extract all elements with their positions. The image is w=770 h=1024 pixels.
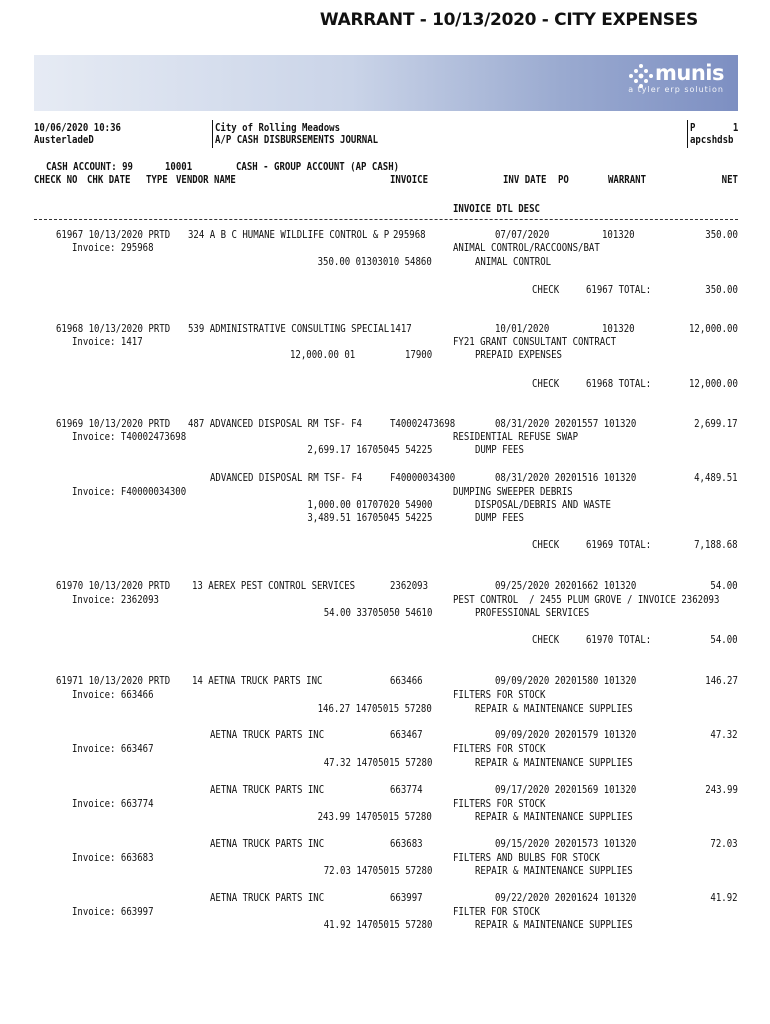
invoice-desc: DUMPING SWEEPER DEBRIS: [453, 486, 573, 498]
net-amount: 243.99: [705, 784, 738, 796]
invoice-label: Invoice: 295968: [72, 242, 154, 254]
distribution: 3,489.51 16705045 54225: [306, 512, 432, 524]
net-amount: 12,000.00: [689, 323, 738, 335]
invoice-desc: FILTERS FOR STOCK: [453, 689, 546, 701]
check-line: 61970 10/13/2020 PRTD: [56, 580, 171, 592]
invoice-desc: RESIDENTIAL REFUSE SWAP: [453, 431, 579, 443]
check-line: 61968 10/13/2020 PRTD: [56, 323, 171, 335]
col-po: PO: [558, 174, 569, 186]
distribution-desc: DUMP FEES: [475, 512, 524, 524]
logo-tagline: a tyler erp solution: [628, 85, 724, 94]
invoice-no: 1417: [390, 323, 412, 335]
invoice-desc: FILTER FOR STOCK: [453, 906, 540, 918]
check-label: CHECK: [532, 378, 560, 390]
invoice-label: Invoice: 663774: [72, 798, 154, 810]
vendor-name: 539 ADMINISTRATIVE CONSULTING SPECIAL: [188, 323, 390, 335]
invoice-no: 663997: [390, 892, 423, 904]
check-total-label: 61968 TOTAL:: [586, 378, 652, 390]
distribution-desc: REPAIR & MAINTENANCE SUPPLIES: [475, 865, 633, 877]
report-user: AusterladeD: [34, 134, 94, 146]
header-banner: [34, 55, 738, 111]
distribution: 47.32 14705015 57280: [323, 757, 432, 769]
invoice-desc: PEST CONTROL / 2455 PLUM GROVE / INVOICE 2362093: [453, 594, 720, 606]
cash-account-label: CASH ACCOUNT: 99: [46, 161, 133, 173]
report-datetime: 10/06/2020 10:36: [34, 122, 121, 134]
distribution: 72.03 14705015 57280: [323, 865, 432, 877]
page-label: P: [690, 122, 696, 134]
vendor-name: 13 AEREX PEST CONTROL SERVICES: [192, 580, 356, 592]
invoice-no: 663467: [390, 729, 423, 741]
header-rule: [34, 219, 738, 220]
vendor-name: ADVANCED DISPOSAL RM TSF- F4: [210, 472, 363, 484]
program-name: apcshdsb: [690, 134, 734, 146]
invoice-label: Invoice: 1417: [72, 336, 143, 348]
inv-date: 09/09/2020 20201580 101320: [495, 675, 637, 687]
cash-account-desc: CASH - GROUP ACCOUNT (AP CASH): [236, 161, 400, 173]
net-amount: 146.27: [705, 675, 738, 687]
distribution: 2,699.17 16705045 54225: [306, 444, 432, 456]
check-total-label: 61967 TOTAL:: [586, 284, 652, 296]
distribution-desc: PREPAID EXPENSES: [475, 349, 562, 361]
page-title: WARRANT - 10/13/2020 - CITY EXPENSES: [319, 10, 698, 30]
distribution-desc: REPAIR & MAINTENANCE SUPPLIES: [475, 703, 633, 715]
invoice-no: T40002473698: [390, 418, 456, 430]
invoice-label: Invoice: 663997: [72, 906, 154, 918]
col-check-no: CHECK NO: [34, 174, 78, 186]
check-line: 61971 10/13/2020 PRTD: [56, 675, 171, 687]
cash-account-fund: 10001: [165, 161, 193, 173]
distribution: 1,000.00 01707020 54900: [306, 499, 432, 511]
distribution-desc: ANIMAL CONTROL: [475, 256, 552, 268]
col-invoice: INVOICE: [390, 174, 429, 186]
check-line: 61967 10/13/2020 PRTD: [56, 229, 171, 241]
net-amount: 4,489.51: [694, 472, 738, 484]
distribution: 350.00 01303010 54860: [317, 256, 432, 268]
check-total: 54.00: [710, 634, 738, 646]
vendor-name: 324 A B C HUMANE WILDLIFE CONTROL & P: [188, 229, 390, 241]
col-chk-date: CHK DATE: [87, 174, 131, 186]
inv-date: 08/31/2020 20201557 101320: [495, 418, 637, 430]
col-warrant: WARRANT: [608, 174, 647, 186]
distribution: 243.99 14705015 57280: [317, 811, 432, 823]
vendor-name: AETNA TRUCK PARTS INC: [210, 838, 325, 850]
check-total: 350.00: [705, 284, 738, 296]
check-label: CHECK: [532, 284, 560, 296]
distribution-desc: REPAIR & MAINTENANCE SUPPLIES: [475, 757, 633, 769]
invoice-desc: FILTERS FOR STOCK: [453, 743, 546, 755]
inv-date: 08/31/2020 20201516 101320: [495, 472, 637, 484]
invoice-label: Invoice: F40000034300: [72, 486, 187, 498]
warrant: 101320: [602, 323, 635, 335]
invoice-no: 663683: [390, 838, 423, 850]
org-name: City of Rolling Meadows: [215, 122, 341, 134]
inv-date: 10/01/2020: [495, 323, 550, 335]
inv-date: 09/15/2020 20201573 101320: [495, 838, 637, 850]
page-number: 1: [732, 122, 738, 134]
vendor-name: AETNA TRUCK PARTS INC: [210, 892, 325, 904]
invoice-label: Invoice: 663467: [72, 743, 154, 755]
invoice-desc: FY21 GRANT CONSULTANT CONTRACT: [453, 336, 617, 348]
col-vendor: VENDOR NAME: [176, 174, 236, 186]
vendor-name: 487 ADVANCED DISPOSAL RM TSF- F4: [188, 418, 362, 430]
invoice-label: Invoice: T40002473698: [72, 431, 187, 443]
distribution-desc: DISPOSAL/DEBRIS AND WASTE: [475, 499, 611, 511]
net-amount: 72.03: [710, 838, 738, 850]
invoice-desc: ANIMAL CONTROL/RACCOONS/BAT: [453, 242, 600, 254]
check-total: 7,188.68: [694, 539, 738, 551]
distribution: 12,000.00 01: [290, 349, 356, 361]
net-amount: 2,699.17: [694, 418, 738, 430]
inv-date: 09/09/2020 20201579 101320: [495, 729, 637, 741]
invoice-label: Invoice: 663466: [72, 689, 154, 701]
col-type: TYPE: [146, 174, 168, 186]
check-label: CHECK: [532, 539, 560, 551]
invoice-no: 295968: [393, 229, 426, 241]
col-dtl-desc: INVOICE DTL DESC: [453, 203, 540, 215]
distribution: 146.27 14705015 57280: [317, 703, 432, 715]
col-net: NET: [721, 174, 738, 186]
net-amount: 54.00: [710, 580, 738, 592]
check-total-label: 61970 TOTAL:: [586, 634, 652, 646]
divider: [212, 120, 213, 148]
munis-logo: [628, 61, 724, 94]
distribution-object: 17900: [405, 349, 433, 361]
distribution: 41.92 14705015 57280: [323, 919, 432, 931]
distribution: 54.00 33705050 54610: [323, 607, 432, 619]
logo-word: munis: [655, 61, 724, 85]
warrant: 101320: [602, 229, 635, 241]
net-amount: 47.32: [710, 729, 738, 741]
check-line: 61969 10/13/2020 PRTD: [56, 418, 171, 430]
distribution-desc: REPAIR & MAINTENANCE SUPPLIES: [475, 811, 633, 823]
net-amount: 41.92: [710, 892, 738, 904]
invoice-no: 2362093: [390, 580, 429, 592]
inv-date: 09/17/2020 20201569 101320: [495, 784, 637, 796]
invoice-desc: FILTERS FOR STOCK: [453, 798, 546, 810]
inv-date: 07/07/2020: [495, 229, 550, 241]
distribution-desc: DUMP FEES: [475, 444, 524, 456]
invoice-desc: FILTERS AND BULBS FOR STOCK: [453, 852, 600, 864]
invoice-label: Invoice: 2362093: [72, 594, 159, 606]
net-amount: 350.00: [705, 229, 738, 241]
check-total: 12,000.00: [689, 378, 738, 390]
check-label: CHECK: [532, 634, 560, 646]
invoice-no: 663774: [390, 784, 423, 796]
report-name: A/P CASH DISBURSEMENTS JOURNAL: [215, 134, 379, 146]
vendor-name: AETNA TRUCK PARTS INC: [210, 729, 325, 741]
distribution-desc: REPAIR & MAINTENANCE SUPPLIES: [475, 919, 633, 931]
inv-date: 09/25/2020 20201662 101320: [495, 580, 637, 592]
col-inv-date: INV DATE: [503, 174, 547, 186]
divider: [687, 120, 688, 148]
invoice-label: Invoice: 663683: [72, 852, 154, 864]
vendor-name: AETNA TRUCK PARTS INC: [210, 784, 325, 796]
invoice-no: F40000034300: [390, 472, 456, 484]
inv-date: 09/22/2020 20201624 101320: [495, 892, 637, 904]
check-total-label: 61969 TOTAL:: [586, 539, 652, 551]
vendor-name: 14 AETNA TRUCK PARTS INC: [192, 675, 323, 687]
invoice-no: 663466: [390, 675, 423, 687]
distribution-desc: PROFESSIONAL SERVICES: [475, 607, 590, 619]
